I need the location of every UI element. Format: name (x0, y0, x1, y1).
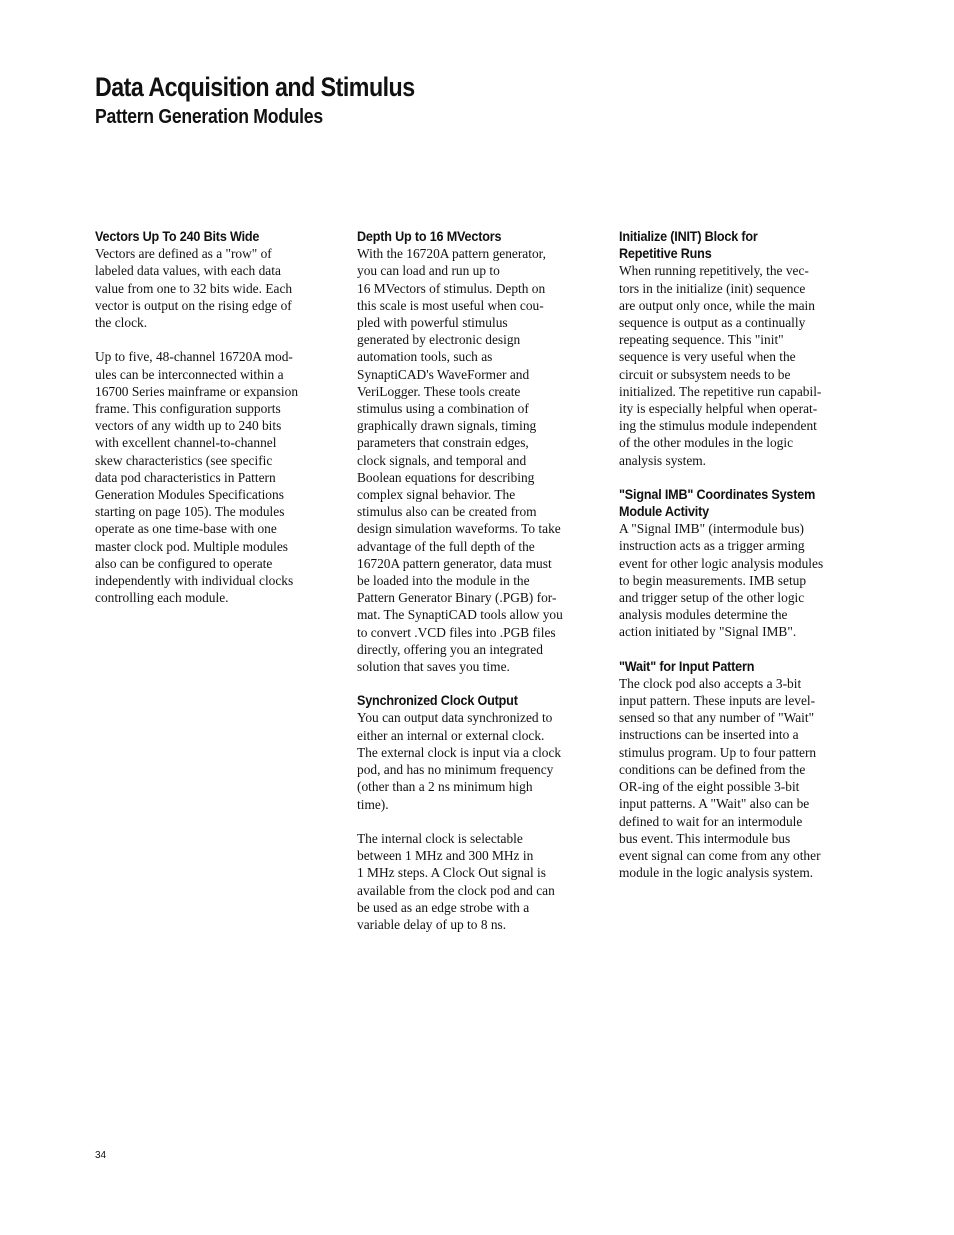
page-subtitle: Pattern Generation Modules (95, 106, 323, 128)
text-line: be used as an edge strobe with a (357, 899, 530, 915)
text-line: the clock. (95, 315, 148, 331)
text-line: with excellent channel-to-channel (95, 435, 277, 451)
page-header (95, 70, 875, 130)
text-line: independently with individual clocks (95, 573, 294, 589)
text-line: stimulus using a combination of (357, 401, 529, 417)
text-line: to convert .VCD files into .PGB files (357, 624, 556, 640)
text-column-1 (95, 228, 338, 623)
text-line: The clock pod also accepts a 3-bit (619, 675, 802, 691)
text-line: event for other logic analysis modules (619, 555, 824, 571)
text-line: graphically drawn signals, timing (357, 418, 537, 434)
text-line: automation tools, such as (357, 349, 493, 365)
text-line: directly, offering you an integrated (357, 641, 543, 657)
text-line: ity is especially helpful when operat- (619, 401, 818, 417)
text-line: input pattern. These inputs are level- (619, 693, 816, 709)
text-column-3 (619, 228, 862, 898)
text-line: data pod characteristics in Pattern (95, 469, 276, 485)
text-line: parameters that constrain edges, (357, 435, 529, 451)
text-line: design simulation waveforms. To take (357, 521, 561, 537)
text-line: 16 MVectors of stimulus. Depth on (357, 280, 546, 296)
section-heading (95, 228, 338, 245)
section-heading (619, 228, 862, 262)
text-line: OR-ing of the eight possible 3-bit (619, 779, 800, 795)
text-line: A "Signal IMB" (intermodule bus) (619, 521, 804, 537)
text-line: 16700 Series mainframe or expansion (95, 383, 299, 399)
text-line: available from the clock pod and can (357, 882, 555, 898)
section-heading (357, 692, 600, 709)
text-line: between 1 MHz and 300 MHz in (357, 848, 534, 864)
body-paragraph (619, 262, 862, 468)
text-line: pled with powerful stimulus (357, 315, 508, 331)
text-line: are output only once, while the main (619, 297, 815, 313)
text-column-2 (357, 228, 600, 950)
text-line: (other than a 2 ns minimum high (357, 779, 533, 795)
page-number: 34 (95, 1150, 107, 1161)
text-line: circuit or subsystem needs to be (619, 366, 791, 382)
text-line: With the 16720A pattern generator, (357, 246, 546, 262)
text-line: variable delay of up to 8 ns. (357, 916, 507, 932)
text-line: event signal can come from any other (619, 847, 821, 863)
text-line: frame. This configuration supports (95, 401, 281, 417)
heading-line: Initialize (INIT) Block for (619, 228, 758, 244)
text-line: You can output data synchronized to (357, 710, 553, 726)
body-paragraph (95, 348, 338, 606)
body-paragraph (357, 709, 600, 812)
text-line: to begin measurements. IMB setup (619, 572, 807, 588)
text-line: sensed so that any number of "Wait" (619, 710, 815, 726)
text-line: module in the logic analysis system. (619, 865, 814, 881)
text-line: repeating sequence. This "init" (619, 332, 784, 348)
heading-line: "Signal IMB" Coordinates System (619, 485, 816, 502)
article-section (95, 228, 338, 606)
heading-line: Repetitive Runs (619, 245, 712, 262)
text-line: 1 MHz steps. A Clock Out signal is (357, 865, 546, 881)
text-line: analysis modules determine the (619, 607, 788, 623)
text-line: generated by electronic design (357, 332, 521, 348)
article-section (619, 486, 862, 641)
text-line: input patterns. A "Wait" also can be (619, 796, 810, 812)
text-line: clock signals, and temporal and (357, 452, 527, 468)
article-section (619, 228, 862, 469)
text-line: starting on page 105). The modules (95, 504, 285, 520)
text-line: 16720A pattern generator, data must (357, 555, 552, 571)
text-line: sequence is very useful when the (619, 349, 796, 365)
heading-line: "Wait" for Input Pattern (619, 657, 755, 674)
text-line: Up to five, 48-channel 16720A mod- (95, 349, 293, 365)
text-line: Boolean equations for describing (357, 469, 535, 485)
text-line: instructions can be inserted into a (619, 727, 799, 743)
text-line: defined to wait for an intermodule (619, 813, 803, 829)
text-line: advantage of the full depth of the (357, 538, 535, 554)
text-line: vector is output on the rising edge of (95, 297, 292, 313)
text-line: time). (357, 796, 389, 812)
text-line: you can load and run up to (357, 263, 500, 279)
text-line: pod, and has no minimum frequency (357, 762, 554, 778)
text-line: ules can be interconnected within a (95, 366, 284, 382)
text-line: and trigger setup of the other logic (619, 590, 805, 606)
text-line: ing the stimulus module independent (619, 418, 817, 434)
text-line: Generation Modules Specifications (95, 487, 284, 503)
text-line: analysis system. (619, 452, 707, 468)
text-line: action initiated by "Signal IMB". (619, 624, 797, 640)
article-section (357, 228, 600, 675)
body-paragraph (357, 245, 600, 675)
text-line: value from one to 32 bits wide. Each (95, 280, 293, 296)
text-line: When running repetitively, the vec- (619, 263, 809, 279)
body-paragraph (357, 830, 600, 933)
text-line: operate as one time-base with one (95, 521, 277, 537)
body-paragraph (95, 245, 338, 331)
text-line: Pattern Generator Binary (.PGB) for- (357, 590, 557, 606)
text-line: master clock pod. Multiple modules (95, 538, 289, 554)
heading-line: Vectors Up To 240 Bits Wide (95, 228, 260, 244)
page-title: Data Acquisition and Stimulus (95, 72, 415, 102)
text-line: sequence is output as a continually (619, 315, 806, 331)
section-heading (357, 228, 600, 245)
text-line: mat. The SynaptiCAD tools allow you (357, 607, 563, 623)
text-line: The internal clock is selectable (357, 830, 523, 846)
text-line: conditions can be defined from the (619, 761, 806, 777)
text-line: tors in the initialize (init) sequence (619, 280, 806, 296)
text-line: skew characteristics (see specific (95, 452, 273, 468)
text-line: The external clock is input via a clock (357, 744, 562, 760)
text-line: SynaptiCAD's WaveFormer and (357, 366, 530, 382)
section-heading (619, 486, 862, 520)
text-line: be loaded into the module in the (357, 573, 530, 589)
text-line: instruction acts as a trigger arming (619, 538, 805, 554)
text-line: vectors of any width up to 240 bits (95, 418, 282, 434)
text-line: Vectors are defined as a "row" of (95, 246, 272, 262)
section-heading (619, 658, 862, 675)
body-paragraph (619, 520, 862, 640)
text-line: labeled data values, with each data (95, 263, 281, 279)
text-line: stimulus program. Up to four pattern (619, 744, 817, 760)
text-line: complex signal behavior. The (357, 487, 516, 503)
heading-line: Depth Up to 16 MVectors (357, 228, 502, 244)
body-paragraph (619, 675, 862, 881)
heading-line: Module Activity (619, 503, 709, 520)
text-line: initialized. The repetitive run capabil- (619, 383, 822, 399)
text-line: solution that saves you time. (357, 659, 510, 675)
article-section (357, 692, 600, 933)
text-line: bus event. This intermodule bus (619, 830, 791, 846)
text-line: VeriLogger. These tools create (357, 383, 521, 399)
text-line: this scale is most useful when cou- (357, 297, 544, 313)
text-line: either an internal or external clock. (357, 727, 545, 743)
text-line: also can be configured to operate (95, 555, 273, 571)
text-line: stimulus also can be created from (357, 504, 537, 520)
text-line: of the other modules in the logic (619, 435, 794, 451)
heading-line: Synchronized Clock Output (357, 692, 518, 709)
article-section (619, 658, 862, 882)
text-line: controlling each module. (95, 590, 229, 606)
